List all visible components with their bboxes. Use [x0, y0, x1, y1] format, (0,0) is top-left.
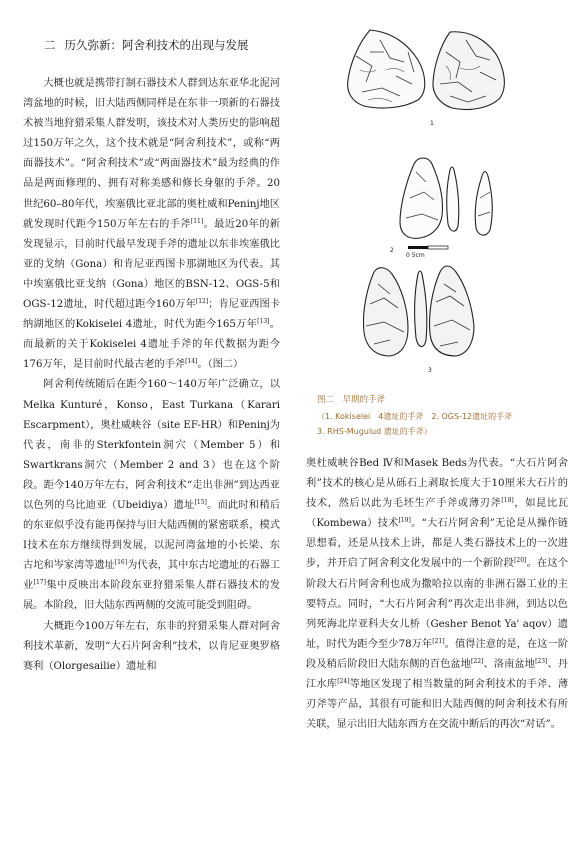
reference-mark[interactable]: [14]: [185, 358, 198, 366]
section-title: 历久弥新：阿舍利技术的出现与发展: [64, 38, 249, 52]
paragraph: 阿舍利传统随后在距今160～140万年广泛确立，以Melka Kunturé，Konso，East Turkana（Karari Escarpment），奥杜威峡谷（site EF-HR）和Peninj为代表，南非的Sterkfontein洞穴（Member 5）和Swartkrans洞穴（Member 2 and 3）也在这个阶段。距今140万年左右，阿舍利技术“走出非洲”到达西亚以色列的乌比迪亚（Ubeidiya）遗址[15]。而此时和稍后的东亚似乎没有能再保持与旧大陆西侧的紧密联系，模式Ⅰ技术在东方继续得到发展，以泥河湾盆地的小长梁、东古坨和岑家湾等遗址[16]为代表，其中东古坨遗址的石器工业[17]集中反映出本阶段东亚狩猎采集人群石器技术的发展。本阶段，旧大陆东西两侧的交流可能受到阻碍。: [23, 379, 281, 612]
reference-mark[interactable]: [22]: [471, 657, 484, 665]
reference-mark[interactable]: [15]: [194, 498, 207, 506]
reference-mark[interactable]: [18]: [501, 497, 514, 505]
paragraph: 大概距今100万年左右，东非的狩猎采集人群对阿舍利技术革新，发明“大石片阿舍利”技术，以肯尼亚奥罗格赛利（Olorgesailie）遗址和: [23, 620, 280, 672]
reference-mark[interactable]: [12]: [195, 298, 209, 306]
caption-title: 图二 早期的手斧: [317, 395, 386, 405]
handaxe-figure: [300, 22, 570, 388]
caption-line: （1. Kokiselei 4遗址的手斧 2. OGS-12遗址的手斧: [317, 412, 513, 421]
figure-caption: [317, 393, 575, 439]
reference-mark[interactable]: [20]: [514, 557, 527, 565]
reference-mark[interactable]: [21]: [432, 637, 445, 645]
figure-label-1: 1: [430, 120, 434, 127]
reference-mark[interactable]: [23]: [535, 657, 548, 665]
handaxe-3-drawing: [363, 266, 474, 356]
scale-bar: [406, 246, 448, 259]
handaxe-2-drawing: [400, 158, 492, 238]
section-number: 二: [44, 38, 56, 52]
section-heading: [44, 37, 324, 53]
reference-mark[interactable]: [16]: [114, 559, 128, 567]
handaxe-1-front-view: [348, 30, 425, 108]
right-column: [306, 454, 568, 735]
paragraph: 大概也就是携带打制石器技术人群到达东亚华北泥河湾盆地的时候，旧大陆西侧同样是在东非一项新的石器技术被当地狩猎采集人群发明，该技术对人类历史的影响超过150万年之久，这个技术就是“阿舍利技术”，或称“两面器技术”。“阿舍利技术”或“两面器技术”最为经典的作品是两面修理的、拥有对称美感和修长身躯的手斧。20世纪60–80年代，埃塞俄比亚北部的奥杜威和Peninj地区就发现时代距今150万年左右的手斧[11]。最近20年的新发现显示，目前时代最早发现手斧的遗址以东非埃塞俄比亚的戈纳（Gona）和肯尼亚西图卡那湖地区为代表。其中埃塞俄比亚戈纳（Gona）地区的BSN-12、OGS-5和OGS-12遗址，时代超过距今160万年[12]；肯尼亚西图卡纳湖地区的Kokiselei 4遗址，时代为距今165万年[13]。而最新的关于Kokiselei 4遗址手斧的年代数据为距今176万年，是目前时代最古老的手斧[14]。（图二）: [23, 78, 281, 371]
handaxe-drawings: [300, 22, 570, 388]
paragraph: 奥杜威峡谷Bed Ⅳ和Masek Beds为代表。“大石片阿舍利”技术的核心是从砾石上剥取长度大于10厘米大石片的技术，然后以此为毛坯生产手斧或薄刃斧[18]，如昆比瓦（Kombewa）技术[19]。“大石片阿舍利”无论是从操作链思想看，还是从技术上讲，都是人类石器技术上的一次进步，并开启了阿舍利文化发展中的一个新阶段[20]。在这个阶段大石片阿舍利也成为撒哈拉以南的非洲石器工业的主要特点。同时，“大石片阿舍利”再次走出非洲，到达以色列死海北岸亚科夫女儿桥（Gesher Benot Ya' aqov）遗址，时代为距今至少78万年[21]。值得注意的是，在这一阶段及稍后阶段旧大陆东侧的百色盆地[22]、洛南盆地[23]、丹江水库[24]等地区发现了相当数量的阿舍利技术的手斧、薄刃斧等产品，其很有可能和旧大陆西侧的阿舍利技术有所关联，显示出旧大陆东西方在交流中断后的再次“对话”。: [306, 458, 569, 731]
left-column: [23, 74, 280, 677]
handaxe-1-back-view: [433, 32, 504, 110]
reference-mark[interactable]: [11]: [190, 217, 204, 225]
figure-label-3: 3: [428, 367, 432, 374]
reference-mark[interactable]: [19]: [398, 517, 411, 525]
reference-mark[interactable]: [13]: [257, 318, 270, 326]
reference-mark[interactable]: [24]: [337, 678, 350, 686]
scale-text: 0 5cm: [406, 252, 425, 259]
figure-label-2: 2: [390, 247, 394, 254]
caption-line: 3. RHS-Mugulud 遗址的手斧）: [317, 427, 432, 436]
reference-mark[interactable]: [17]: [33, 579, 46, 587]
